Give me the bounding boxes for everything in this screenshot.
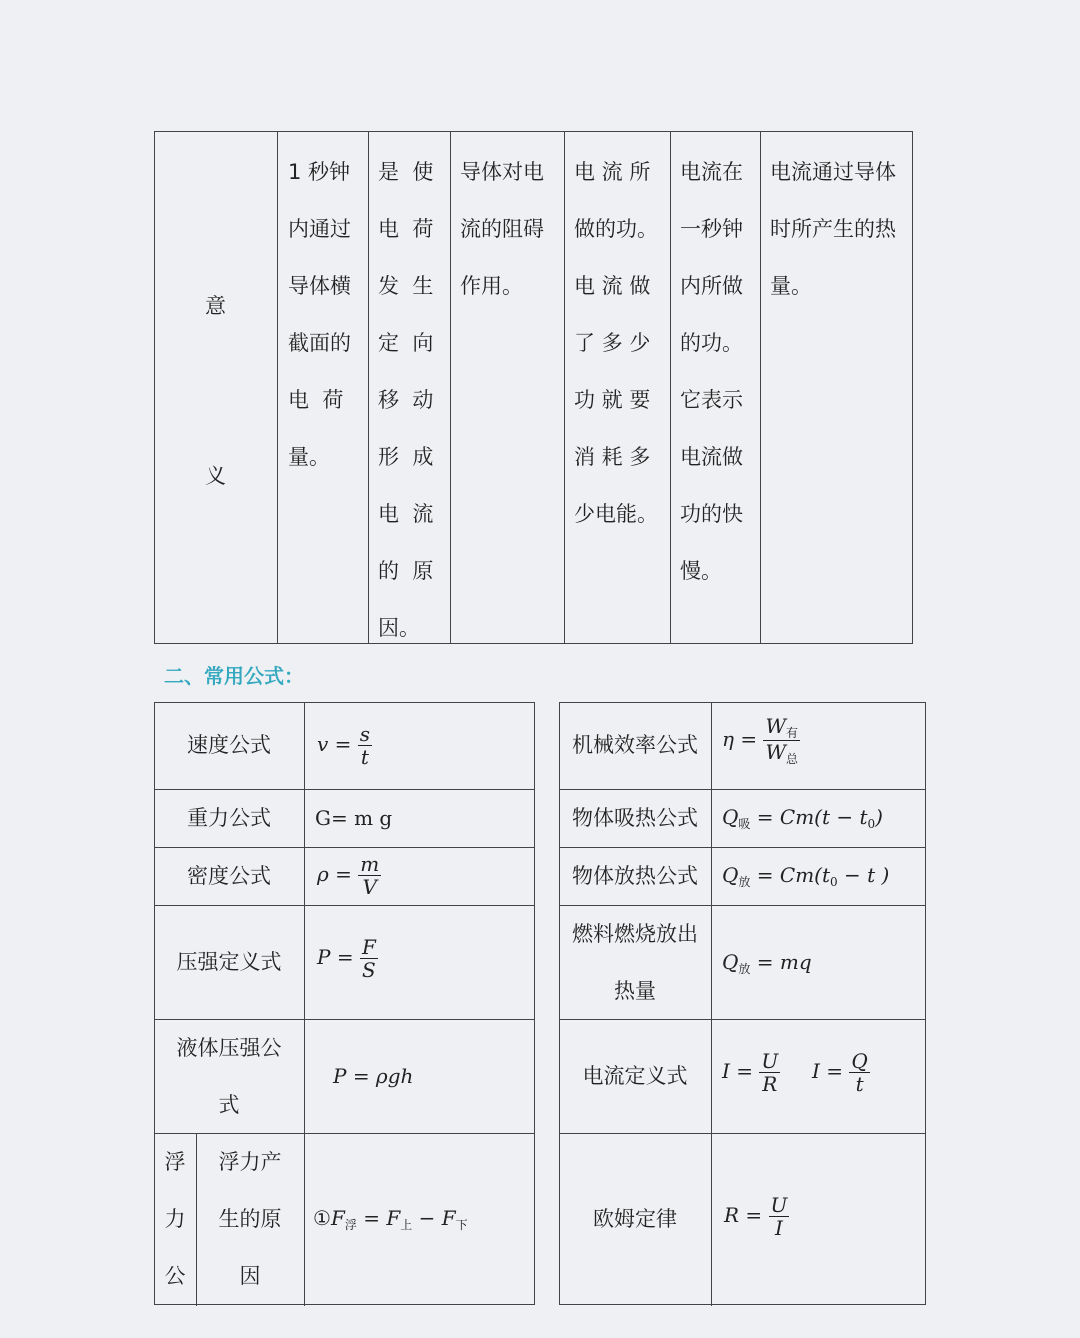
sub-xia: 下 <box>455 1218 468 1232</box>
right-formula-table <box>559 702 926 1305</box>
rho-symbol: ρ <box>317 862 329 886</box>
pressure-label-cell <box>155 906 305 1020</box>
efficiency-formula: η = $\frac{W_有}{W_总}$ <box>722 714 799 767</box>
absorb-heat-label-cell <box>560 790 712 848</box>
sub-fang: 放 <box>738 875 751 889</box>
sub-fang-2: 放 <box>738 962 751 976</box>
liquid-pressure-label-cell <box>155 1020 305 1134</box>
speed-formula: v = $\frac{s}{t}$ <box>317 722 371 769</box>
sub-you: 有 <box>786 726 799 740</box>
section-heading: 二、常用公式： <box>164 664 304 688</box>
pressure-formula-cell <box>305 906 535 1020</box>
buoyancy-cause-cell <box>197 1134 305 1306</box>
fuel-heat-formula-cell <box>712 906 925 1020</box>
ohm-formula: R = $\frac{U}{I}$ <box>724 1193 788 1240</box>
gravity-label-cell <box>155 790 305 848</box>
release-heat-formula-cell <box>712 848 925 906</box>
speed-label: 速度公式 <box>187 733 271 757</box>
left-formula-table <box>154 702 535 1305</box>
meaning-table <box>154 131 913 644</box>
gravity-formula: G= m g <box>315 806 393 830</box>
row-header-char-1: 意 <box>205 294 226 318</box>
meaning-text-heat: 电流通过导体 时所产生的热 量。 <box>770 160 896 298</box>
density-formula-cell <box>305 848 535 906</box>
absorb-heat-formula: $Q_吸 = Cm(t - t_0)$ <box>722 805 883 831</box>
buoyancy-cause-label: 浮力产 生的原 因 <box>218 1150 282 1288</box>
liquid-pressure-formula-cell <box>305 1020 535 1134</box>
speed-label-cell <box>155 703 305 790</box>
meaning-text-voltage: 是 使 电 荷 发 生 定 向 移 动 形 成 电 流 的 原 因。 <box>378 160 434 640</box>
meaning-text-work: 电 流 所 做的功。 电 流 做 了 多 少 功 就 要 消 耗 多 少电能。 <box>574 160 658 526</box>
absorb-heat-formula-cell <box>712 790 925 848</box>
meaning-text-charge: 1 秒钟 内通过 导体横 截面的 电 荷 量。 <box>288 160 351 469</box>
sub-xi: 吸 <box>738 817 751 831</box>
meaning-cell-heat <box>760 132 913 643</box>
release-heat-formula: $Q_放 = Cm(t_0 - t$ ) <box>722 863 890 889</box>
fuel-heat-label-cell <box>560 906 712 1020</box>
efficiency-formula-cell <box>712 703 925 790</box>
meaning-cell-charge <box>277 132 368 643</box>
release-heat-label-cell <box>560 848 712 906</box>
sub-fu: 浮 <box>344 1218 357 1232</box>
density-label-cell <box>155 848 305 906</box>
pressure-formula: P = $\frac{F}{S}$ <box>317 935 376 982</box>
circled-one: ① <box>313 1206 331 1230</box>
gravity-label: 重力公式 <box>187 806 271 830</box>
eta-symbol: η <box>722 727 734 752</box>
buoyancy-group-label: 浮 力 公 <box>164 1150 186 1288</box>
sub-zong: 总 <box>786 752 799 767</box>
release-heat-label: 物体放热公式 <box>572 864 698 888</box>
fuel-heat-label: 燃料燃烧放出 热量 <box>572 922 698 1003</box>
speed-formula-cell <box>305 703 535 790</box>
current-def-label: 电流定义式 <box>582 1064 688 1088</box>
current-def-label-cell <box>560 1020 712 1134</box>
meaning-text-resistance: 导体对电 流的阻碍 作用。 <box>460 160 544 298</box>
pressure-label: 压强定义式 <box>176 950 282 974</box>
efficiency-label: 机械效率公式 <box>572 733 698 757</box>
ohm-label-cell <box>560 1134 712 1306</box>
density-label: 密度公式 <box>187 864 271 888</box>
density-formula: ρ = $\frac{m}{V}$ <box>317 852 380 899</box>
buoyancy-group-cell <box>155 1134 197 1306</box>
liquid-pressure-formula: P = ρgh <box>333 1064 414 1088</box>
meaning-text-power: 电流在 一秒钟 内所做 的功。 它表示 电流做 功的快 慢。 <box>680 160 743 583</box>
meaning-cell-resistance <box>450 132 564 643</box>
ohm-label: 欧姆定律 <box>593 1207 677 1231</box>
fuel-heat-formula: $Q_放$ = mq <box>722 950 812 976</box>
row-header-char-2: 义 <box>205 464 226 488</box>
buoyancy-formula: $①F_浮 = F_上 - F_下$ <box>313 1206 468 1232</box>
meaning-cell-power <box>670 132 760 643</box>
gravity-formula-cell <box>305 790 535 848</box>
current-def-formula: I = $\frac{U}{R}$ I = $\frac{Q}{t}$ <box>722 1049 868 1096</box>
efficiency-label-cell <box>560 703 712 790</box>
absorb-heat-label: 物体吸热公式 <box>572 806 698 830</box>
ohm-formula-cell <box>712 1134 925 1306</box>
current-def-formula-cell <box>712 1020 925 1134</box>
meaning-cell-work <box>564 132 670 643</box>
liquid-pressure-label: 液体压强公 式 <box>176 1036 282 1117</box>
buoyancy-formula-cell <box>305 1134 535 1306</box>
meaning-cell-voltage <box>368 132 450 643</box>
sub-shang: 上 <box>400 1218 413 1232</box>
